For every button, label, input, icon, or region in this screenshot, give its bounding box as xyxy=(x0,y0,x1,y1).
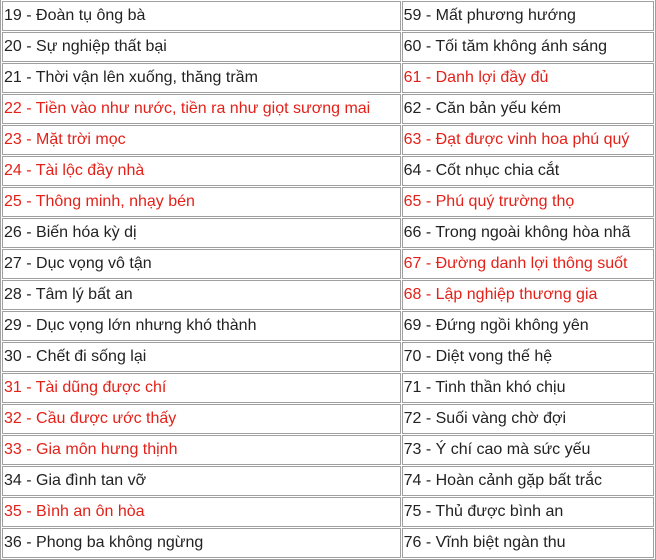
table-row xyxy=(2,218,654,248)
table-cell-left: 28 - Tâm lý bất an xyxy=(2,280,401,310)
table-row xyxy=(2,497,654,527)
table-cell-left: 21 - Thời vận lên xuống, thăng trầm xyxy=(2,63,401,93)
table-body xyxy=(2,1,654,558)
table-row xyxy=(2,373,654,403)
table-cell-right: 70 - Diệt vong thế hệ xyxy=(402,342,654,372)
table-cell-left: 31 - Tài dũng được chí xyxy=(2,373,401,403)
table-cell-left: 22 - Tiền vào như nước, tiền ra như giọt sương mai xyxy=(2,94,401,124)
table-cell-left: 20 - Sự nghiệp thất bại xyxy=(2,32,401,62)
table-cell-right: 75 - Thủ được bình an xyxy=(402,497,654,527)
table-cell-right: 59 - Mất phương hướng xyxy=(402,1,654,31)
table-cell-right: 64 - Cốt nhục chia cắt xyxy=(402,156,654,186)
table-cell-left: 34 - Gia đình tan vỡ xyxy=(2,466,401,496)
table-row xyxy=(2,311,654,341)
table-cell-left: 26 - Biến hóa kỳ dị xyxy=(2,218,401,248)
table-cell-right: 67 - Đường danh lợi thông suốt xyxy=(402,249,654,279)
table-cell-left: 29 - Dục vọng lớn nhưng khó thành xyxy=(2,311,401,341)
table-row xyxy=(2,404,654,434)
table-row xyxy=(2,249,654,279)
table-row xyxy=(2,280,654,310)
table-row xyxy=(2,32,654,62)
table-cell-left: 36 - Phong ba không ngừng xyxy=(2,528,401,558)
table-row xyxy=(2,435,654,465)
table-cell-right: 69 - Đứng ngồi không yên xyxy=(402,311,654,341)
table-cell-right: 63 - Đạt được vinh hoa phú quý xyxy=(402,125,654,155)
table-row xyxy=(2,63,654,93)
table-cell-left: 25 - Thông minh, nhạy bén xyxy=(2,187,401,217)
table-cell-right: 72 - Suối vàng chờ đợi xyxy=(402,404,654,434)
table-cell-right: 73 - Ý chí cao mà sức yếu xyxy=(402,435,654,465)
table-cell-left: 33 - Gia môn hưng thịnh xyxy=(2,435,401,465)
table-row xyxy=(2,466,654,496)
table-row xyxy=(2,187,654,217)
table-cell-right: 65 - Phú quý trường thọ xyxy=(402,187,654,217)
table-cell-right: 62 - Căn bản yếu kém xyxy=(402,94,654,124)
table-cell-right: 74 - Hoàn cảnh gặp bất trắc xyxy=(402,466,654,496)
table-row xyxy=(2,1,654,31)
table-cell-right: 61 - Danh lợi đầy đủ xyxy=(402,63,654,93)
table-cell-right: 76 - Vĩnh biệt ngàn thu xyxy=(402,528,654,558)
table-cell-left: 27 - Dục vọng vô tận xyxy=(2,249,401,279)
table-cell-left: 23 - Mặt trời mọc xyxy=(2,125,401,155)
table-row xyxy=(2,156,654,186)
table-row xyxy=(2,342,654,372)
table-cell-left: 32 - Cầu được ước thấy xyxy=(2,404,401,434)
table-cell-right: 68 - Lập nghiệp thương gia xyxy=(402,280,654,310)
table-row xyxy=(2,528,654,558)
table-cell-left: 35 - Bình an ôn hòa xyxy=(2,497,401,527)
table-cell-right: 60 - Tối tăm không ánh sáng xyxy=(402,32,654,62)
table-cell-left: 24 - Tài lộc đầy nhà xyxy=(2,156,401,186)
table-row xyxy=(2,94,654,124)
table-cell-left: 19 - Đoàn tụ ông bà xyxy=(2,1,401,31)
table-cell-right: 71 - Tinh thần khó chịu xyxy=(402,373,654,403)
table-row xyxy=(2,125,654,155)
table-cell-left: 30 - Chết đi sống lại xyxy=(2,342,401,372)
table-cell-right: 66 - Trong ngoài không hòa nhã xyxy=(402,218,654,248)
